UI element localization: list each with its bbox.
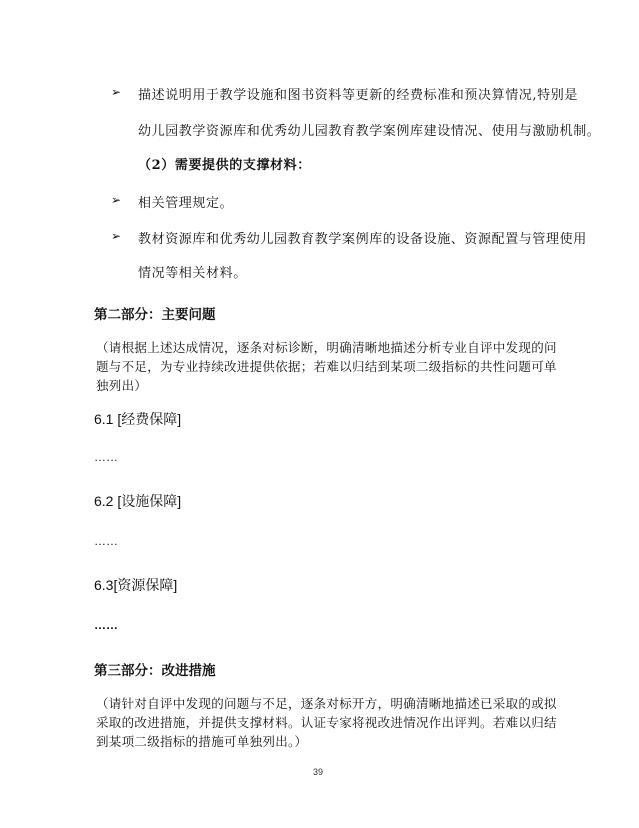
part-3-note-line-3: 到某项二级指标的措施可单独列出。）: [96, 734, 308, 749]
part-2-note-line-1: （请根据上述达成情况，逐条对标诊断，明确清晰地描述分析专业自评中发现的问: [96, 340, 557, 355]
bullet-3-line-2: 情况等相关材料。: [138, 266, 247, 281]
bullet-arrow-icon: ➢: [111, 193, 122, 207]
section-6-2-placeholder: ……: [94, 534, 118, 548]
part-3-heading: 第三部分：改进措施: [94, 663, 216, 679]
bullet-1-line-1: 描述说明用于教学设施和图书资料等更新的经费标准和预决算情况,特别是: [138, 88, 578, 103]
part-3-note-line-2: 采取的改进措施，并提供支撑材料。认证专家将视改进情况作出评判。若难以归结: [96, 715, 557, 730]
part-2-note-line-3: 独列出）: [96, 378, 148, 393]
section-6-3-heading: 6.3[资源保障]: [94, 577, 178, 593]
bullet-arrow-icon: ➢: [111, 229, 122, 243]
bullet-3-line-1: 教材资源库和优秀幼儿园教育教学案例库的设备设施、资源配置与管理使用: [138, 232, 587, 247]
page-number: 39: [313, 767, 324, 777]
part-2-heading: 第二部分：主要问题: [94, 307, 216, 323]
part-2-note-line-2: 题与不足，为专业持续改进提供依据；若难以归结到某项二级指标的共性问题可单: [96, 359, 557, 374]
part-3-note-line-1: （请针对自评中发现的问题与不足，逐条对标开方，明确清晰地描述已采取的或拟: [96, 696, 557, 711]
section-6-2-heading: 6.2 [设施保障]: [94, 493, 182, 509]
support-materials-heading: （2）需要提供的支撑材料：: [138, 158, 311, 173]
section-6-1-placeholder: ……: [94, 450, 118, 464]
bullet-1-line-2: 幼儿园教学资源库和优秀幼儿园教育教学案例库建设情况、使用与激励机制。: [138, 124, 601, 139]
section-6-1-heading: 6.1 [经费保障]: [94, 411, 182, 427]
bullet-arrow-icon: ➢: [111, 85, 122, 99]
bullet-2: 相关管理规定。: [138, 196, 234, 211]
section-6-3-placeholder: ……: [94, 618, 118, 632]
